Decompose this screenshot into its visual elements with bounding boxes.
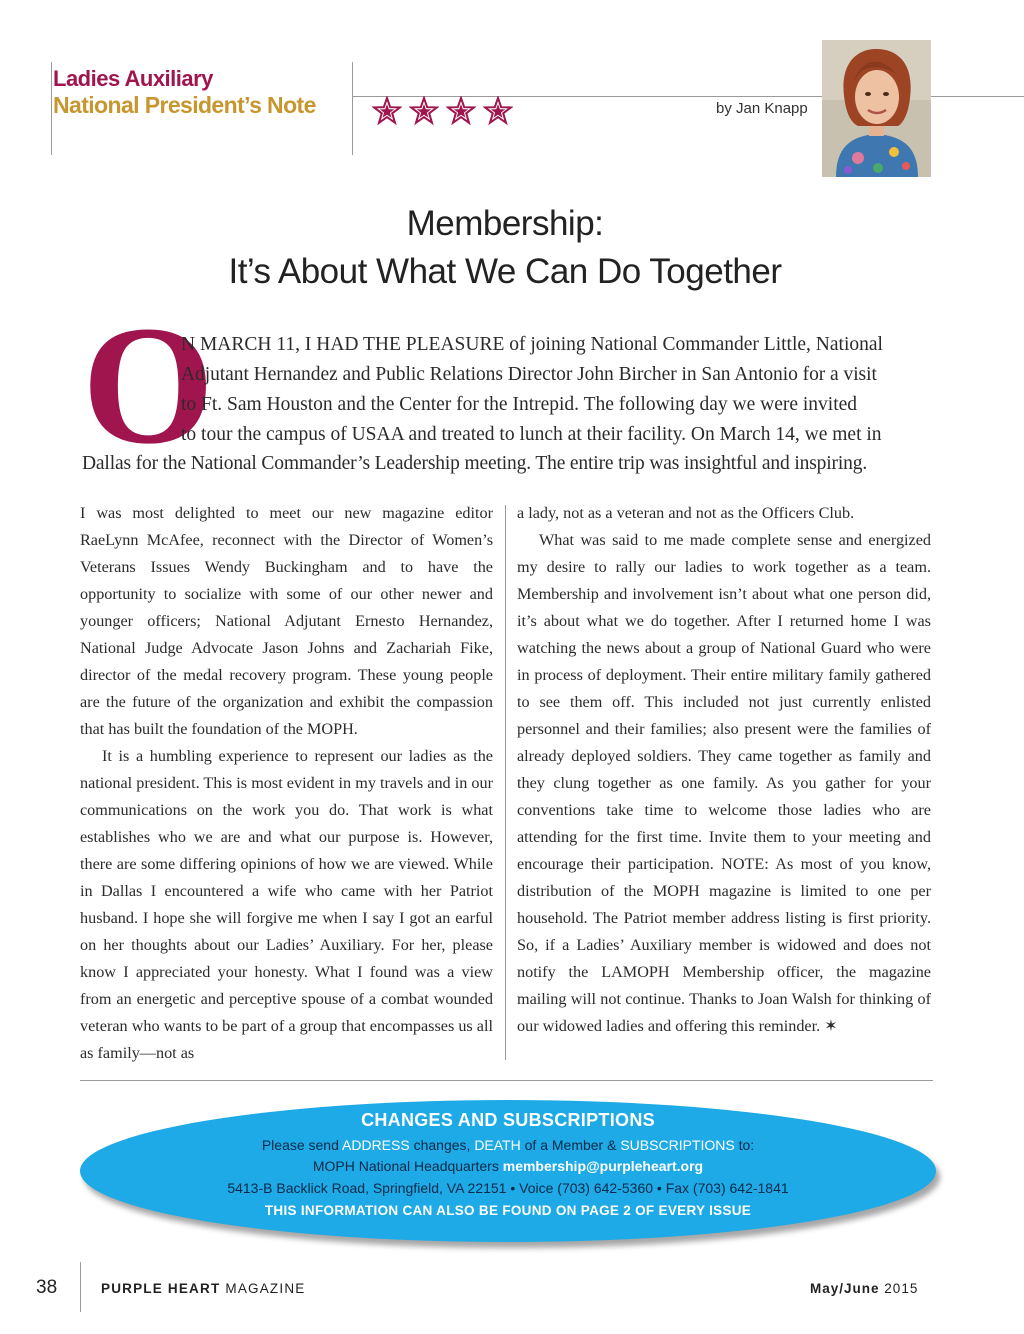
intro-line-3: to Ft. Sam Houston and the Center for the Intrepid. The following day we were invited [181, 394, 858, 415]
star-icon [409, 96, 439, 126]
membership-email-link[interactable]: membership@purpleheart.org [502, 1158, 704, 1174]
body-paragraph: a lady, not as a veteran and not as the Officers Club. [517, 504, 855, 522]
subscriptions-address: 5413-B Backlick Road, Springfield, VA 22151 • Voice (703) 642-5360 • Fax (703) 642-1841 [227, 1180, 789, 1196]
body-paragraph: I was most delighted to meet our new magazine editor RaeLynn McAfee, reconnect with the Director of Women’s Veterans Issues Wendy Buckingham and to have the opportunity to socialize with some of our other newer and younger officers; National Adjutant Ernesto Hernandez, National Judge Advocate Jason Johns and Zachariah Fike, director of the medal recovery program. These young people are the future of the organization and exhibit the compassion that has built the foundation of the MOPH. [80, 504, 493, 738]
subscriptions-title: CHANGES AND SUBSCRIPTIONS [361, 1110, 655, 1130]
headline-line-2: It’s About What We Can Do Together [228, 252, 782, 291]
section-subtitle: National President’s Note [53, 92, 316, 118]
headline-line-1: Membership: [406, 204, 604, 243]
column-divider [505, 505, 506, 1060]
subscriptions-note: THIS INFORMATION CAN ALSO BE FOUND ON PAGE 2 OF EVERY ISSUE [264, 1203, 752, 1218]
magazine-name: PURPLE HEART MAGAZINE [101, 1281, 306, 1296]
body-column-left [80, 500, 493, 1067]
drop-cap: O [82, 291, 215, 479]
stars-row [372, 96, 513, 126]
author-byline: by Jan Knapp [716, 100, 808, 117]
issue-date: May/June 2015 [810, 1281, 919, 1296]
star-icon [483, 96, 513, 126]
body-paragraph: It is a humbling experience to represent our ladies as the national president. This is most evident in my travels and in our communications on the work you do. That work is what establishes who we are and what our purpose is. However, there are some differing opinions of how we are viewed. While in Dallas I encountered a wife who came with her Patriot husband. I hope she will forgive me when I say I got an earful on her thoughts about our Ladies’ Auxiliary. For her, please know I appreciated your honesty. What I found was a view from an energetic and perceptive spouse of a combat wounded veteran who wants to be part of a group that encompasses us all as family—not as [80, 747, 493, 1062]
intro-line-4: to tour the campus of USAA and treated to lunch at their facility. On March 14, we met in [181, 424, 882, 445]
intro-line-2: Adjutant Hernandez and Public Relations Director John Bircher in San Antonio for a visit [181, 364, 877, 385]
article-headline [0, 200, 1010, 296]
section-title: Ladies Auxiliary [53, 66, 213, 91]
article-end-rule [80, 1080, 933, 1081]
intro-line-5: Dallas for the National Commander’s Leadership meeting. The entire trip was insightful and inspiring. [82, 453, 868, 474]
intro-line-1: N MARCH 11, I HAD THE PLEASURE of joining National Commander Little, National [181, 334, 883, 355]
subscriptions-instructions: Please send ADDRESS changes, DEATH of a Member & SUBSCRIPTIONS to: [261, 1137, 755, 1153]
body-paragraph: What was said to me made complete sense and energized my desire to rally our ladies to work together as a team. Membership and involvement isn’t about what one person did, it’s about what we do together. After I returned home I was watching the news about a group of National Guard who were in process of deployment. Their entire military family gathered to see them off. This included not just currently enlisted personnel and their families; also present were the families of already deployed soldiers. They came together as family and they clung together as one family. As you gather for your conventions take time to welcome those ladies who are attending for the first time. Invite them to your meeting and encourage their participation. NOTE: As most of you know, distribution of the MOPH magazine is limited to one per household. The Patriot member address listing is first priority. So, if a Ladies’ Auxiliary member is widowed and does not notify the LAMOPH Membership officer, the magazine mailing will not continue. Thanks to Joan Walsh for thinking of our widowed ladies and offering this reminder. ✶ [517, 531, 931, 1035]
star-icon [372, 96, 402, 126]
star-icon [446, 96, 476, 126]
author-photo [822, 40, 931, 177]
body-column-right [517, 500, 931, 1040]
subscriptions-hq: MOPH National Headquarters membership@purpleheart.org [312, 1158, 704, 1174]
footer-rule [80, 1262, 81, 1312]
header-left-rule [51, 62, 52, 155]
page-number: 38 [36, 1277, 58, 1298]
header-middle-rule [352, 62, 353, 155]
